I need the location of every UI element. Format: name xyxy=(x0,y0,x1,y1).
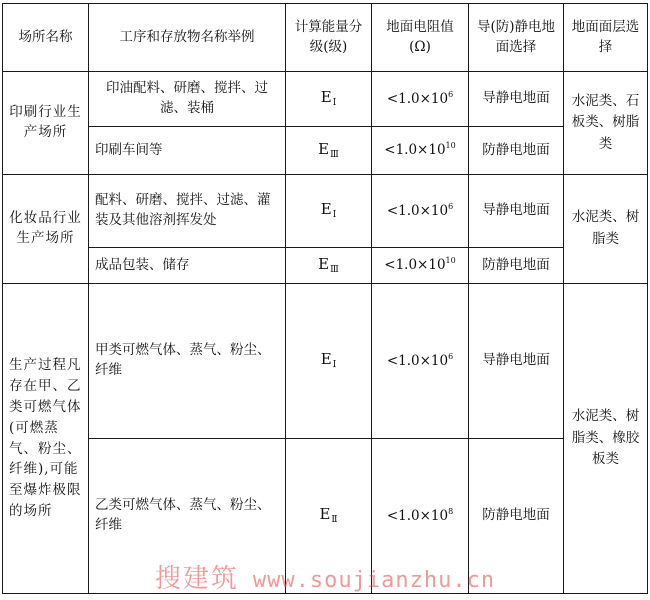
energy-level-cell: $E_I$ xyxy=(286,284,372,439)
floor-type-cell: 导静电地面 xyxy=(469,284,564,439)
resistance-cell: $<1.0\times 10^6$ xyxy=(372,284,469,439)
header-level: 计算能量分级(级) xyxy=(286,4,372,72)
process-cell: 印刷车间等 xyxy=(89,127,286,175)
watermark-url: www.soujianzhu.cn xyxy=(252,568,496,593)
process-cell: 印油配料、研磨、搅拌、过滤、装桶 xyxy=(89,72,286,127)
site-printing: 印刷行业生产场所 xyxy=(3,72,89,175)
watermark-brand: 搜建筑 xyxy=(154,564,239,594)
surface-cosmetics: 水泥类、树脂类 xyxy=(564,175,648,284)
process-cell: 配料、研磨、搅拌、过滤、灌装及其他溶剂挥发处 xyxy=(89,175,286,248)
process-cell: 甲类可燃气体、蒸气、粉尘、纤维 xyxy=(89,284,286,439)
energy-level-cell: $E_Ⅱ$ xyxy=(286,439,372,594)
floor-type-cell: 导静电地面 xyxy=(469,72,564,127)
table-row xyxy=(3,127,648,175)
antistatic-floor-table xyxy=(2,3,648,594)
process-cell: 成品包装、储存 xyxy=(89,248,286,284)
spec-table-sheet xyxy=(2,3,647,593)
table-row xyxy=(3,72,648,127)
header-surface: 地面面层选择 xyxy=(564,4,648,72)
table-row xyxy=(3,439,648,594)
site-combustible: 生产过程凡存在甲、乙类可燃气体(可燃蒸气、粉尘、纤维),可能至爆炸极限的场所 xyxy=(3,284,89,594)
resistance-cell: $<1.0\times 10^{10}$ xyxy=(372,248,469,284)
table-row xyxy=(3,284,648,439)
surface-combustible: 水泥类、树脂类、橡胶板类 xyxy=(564,284,648,594)
site-cosmetics: 化妆品行业生产场所 xyxy=(3,175,89,284)
header-row xyxy=(3,4,648,72)
resistance-cell: $<1.0\times 10^6$ xyxy=(372,175,469,248)
floor-type-cell: 防静电地面 xyxy=(469,248,564,284)
energy-level-cell: $E_Ⅲ$ xyxy=(286,248,372,284)
table-row xyxy=(3,248,648,284)
header-floor: 导(防)静电地面选择 xyxy=(469,4,564,72)
header-resistance: 地面电阻值(Ω) xyxy=(372,4,469,72)
resistance-cell: $<1.0\times 10^6$ xyxy=(372,72,469,127)
resistance-cell: $<1.0\times 10^{10}$ xyxy=(372,127,469,175)
header-site: 场所名称 xyxy=(3,4,89,72)
energy-level-cell: $E_Ⅲ$ xyxy=(286,127,372,175)
floor-type-cell: 导静电地面 xyxy=(469,175,564,248)
resistance-cell: $<1.0\times 10^8$ xyxy=(372,439,469,594)
table-row xyxy=(3,175,648,248)
floor-type-cell: 防静电地面 xyxy=(469,439,564,594)
surface-printing: 水泥类、石板类、树脂类 xyxy=(564,72,648,175)
energy-level-cell: $E_I$ xyxy=(286,175,372,248)
floor-type-cell: 防静电地面 xyxy=(469,127,564,175)
process-cell: 乙类可燃气体、蒸气、粉尘、纤维 xyxy=(89,439,286,594)
energy-level-cell: $E_I$ xyxy=(286,72,372,127)
header-process: 工序和存放物名称举例 xyxy=(89,4,286,72)
